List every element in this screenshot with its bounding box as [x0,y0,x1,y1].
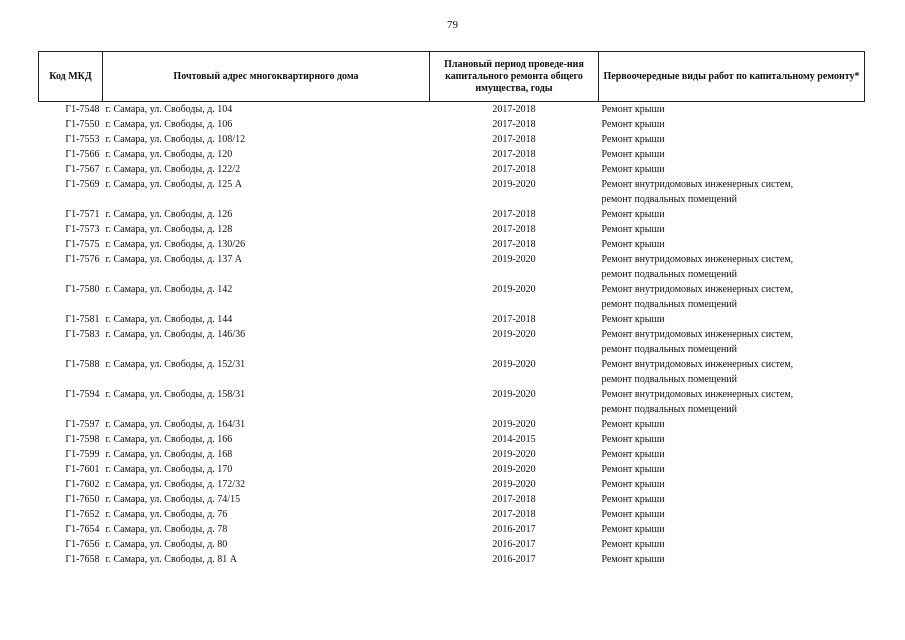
row-address: г. Самара, ул. Свободы, д. 81 А [105,554,238,565]
row-works [599,507,865,522]
row-period: 2019-2020 [492,254,536,265]
table-row [39,132,865,147]
work-item: Ремонт крыши [601,434,665,445]
row-works [599,102,865,118]
row-period: 2017-2018 [492,224,536,235]
row-code: Г1-7599 [65,449,100,460]
row-period: 2017-2018 [492,509,536,520]
row-period: 2016-2017 [492,554,536,565]
row-code: Г1-7602 [65,479,100,490]
row-period: 2019-2020 [492,449,536,460]
work-item: Ремонт крыши [601,479,665,490]
work-item: ремонт подвальных помещений [601,194,737,205]
row-works [599,417,865,432]
row-code: Г1-7597 [65,419,100,430]
row-code: Г1-7601 [65,464,100,475]
row-works [599,327,865,357]
row-address: г. Самара, ул. Свободы, д. 172/32 [105,479,246,490]
header-period: Плановый период проведе-ния капитального ремонта общего имущества, годы [430,52,599,102]
row-address: г. Самара, ул. Свободы, д. 126 [105,209,233,220]
row-address: г. Самара, ул. Свободы, д. 120 [105,149,233,160]
table-header [39,52,865,102]
table-row [39,117,865,132]
row-works [599,207,865,222]
row-address: г. Самара, ул. Свободы, д. 76 [105,509,228,520]
work-item: Ремонт внутридомовых инженерных систем, [601,329,794,340]
table-row [39,552,865,567]
header-code: Код МКД [39,52,103,102]
row-period: 2019-2020 [492,329,536,340]
row-code: Г1-7658 [65,554,100,565]
row-code: Г1-7571 [65,209,100,220]
row-code: Г1-7598 [65,434,100,445]
row-works [599,177,865,207]
row-code: Г1-7650 [65,494,100,505]
row-address: г. Самара, ул. Свободы, д. 170 [105,464,233,475]
work-item: Ремонт крыши [601,449,665,460]
work-item: ремонт подвальных помещений [601,374,737,385]
row-code: Г1-7548 [65,104,100,115]
table-row [39,462,865,477]
row-period: 2017-2018 [492,119,536,130]
row-works [599,162,865,177]
row-works [599,357,865,387]
row-code: Г1-7594 [65,389,100,400]
row-works [599,282,865,312]
row-period: 2017-2018 [492,164,536,175]
row-works [599,147,865,162]
row-address: г. Самара, ул. Свободы, д. 104 [105,104,233,115]
capital-repair-table [38,51,865,567]
work-item: ремонт подвальных помещений [601,404,737,415]
row-address: г. Самара, ул. Свободы, д. 158/31 [105,389,246,400]
table-row [39,432,865,447]
row-address: г. Самара, ул. Свободы, д. 166 [105,434,233,445]
table-row [39,222,865,237]
row-address: г. Самара, ул. Свободы, д. 125 А [105,179,243,190]
row-address: г. Самара, ул. Свободы, д. 122/2 [105,164,241,175]
row-address: г. Самара, ул. Свободы, д. 128 [105,224,233,235]
row-works [599,477,865,492]
work-item: Ремонт внутридомовых инженерных систем, [601,389,794,400]
row-period: 2017-2018 [492,104,536,115]
row-works [599,537,865,552]
row-works [599,447,865,462]
row-period: 2017-2018 [492,494,536,505]
table-row [39,207,865,222]
row-works [599,462,865,477]
row-period: 2016-2017 [492,539,536,550]
table-row [39,327,865,357]
header-address: Почтовый адрес многоквартирного дома [103,52,430,102]
work-item: ремонт подвальных помещений [601,269,737,280]
work-item: Ремонт крыши [601,464,665,475]
row-works [599,387,865,417]
row-period: 2014-2015 [492,434,536,445]
row-code: Г1-7573 [65,224,100,235]
row-address: г. Самара, ул. Свободы, д. 106 [105,119,233,130]
row-code: Г1-7652 [65,509,100,520]
table-row [39,282,865,312]
table-row [39,162,865,177]
row-address: г. Самара, ул. Свободы, д. 78 [105,524,228,535]
work-item: Ремонт крыши [601,104,665,115]
work-item: Ремонт внутридомовых инженерных систем, [601,179,794,190]
header-row [39,52,865,102]
row-code: Г1-7569 [65,179,100,190]
work-item: Ремонт крыши [601,164,665,175]
row-address: г. Самара, ул. Свободы, д. 142 [105,284,233,295]
row-period: 2019-2020 [492,284,536,295]
row-code: Г1-7576 [65,254,100,265]
work-item: Ремонт крыши [601,419,665,430]
row-period: 2019-2020 [492,479,536,490]
row-address: г. Самара, ул. Свободы, д. 168 [105,449,233,460]
row-period: 2017-2018 [492,149,536,160]
row-period: 2017-2018 [492,209,536,220]
row-address: г. Самара, ул. Свободы, д. 137 А [105,254,243,265]
row-address: г. Самара, ул. Свободы, д. 74/15 [105,494,241,505]
row-period: 2019-2020 [492,389,536,400]
work-item: Ремонт крыши [601,239,665,250]
page-number: 79 [447,19,458,31]
row-works [599,237,865,252]
work-item: ремонт подвальных помещений [601,344,737,355]
row-works [599,252,865,282]
row-period: 2019-2020 [492,419,536,430]
table-row [39,102,865,118]
row-address: г. Самара, ул. Свободы, д. 108/12 [105,134,246,145]
table-row [39,177,865,207]
table-row [39,522,865,537]
table-row [39,387,865,417]
row-works [599,552,865,567]
row-period: 2019-2020 [492,179,536,190]
row-address: г. Самара, ул. Свободы, д. 164/31 [105,419,246,430]
row-period: 2017-2018 [492,314,536,325]
work-item: Ремонт крыши [601,224,665,235]
work-item: Ремонт крыши [601,509,665,520]
table-row [39,237,865,252]
row-period: 2019-2020 [492,359,536,370]
table-row [39,417,865,432]
row-code: Г1-7654 [65,524,100,535]
table-row [39,492,865,507]
table-row [39,357,865,387]
work-item: Ремонт внутридомовых инженерных систем, [601,359,794,370]
table-row [39,447,865,462]
row-code: Г1-7566 [65,149,100,160]
row-code: Г1-7581 [65,314,100,325]
row-code: Г1-7553 [65,134,100,145]
work-item: ремонт подвальных помещений [601,299,737,310]
row-code: Г1-7580 [65,284,100,295]
work-item: Ремонт внутридомовых инженерных систем, [601,284,794,295]
row-address: г. Самара, ул. Свободы, д. 146/36 [105,329,246,340]
row-works [599,492,865,507]
row-code: Г1-7575 [65,239,100,250]
row-address: г. Самара, ул. Свободы, д. 144 [105,314,233,325]
row-works [599,522,865,537]
table-row [39,252,865,282]
row-code: Г1-7583 [65,329,100,340]
work-item: Ремонт крыши [601,554,665,565]
table-row [39,147,865,162]
row-address: г. Самара, ул. Свободы, д. 152/31 [105,359,246,370]
table-row [39,537,865,552]
work-item: Ремонт крыши [601,314,665,325]
work-item: Ремонт крыши [601,149,665,160]
row-works [599,312,865,327]
table-row [39,477,865,492]
header-works: Первоочередные виды работ по капитальному ремонту* [599,52,865,102]
row-address: г. Самара, ул. Свободы, д. 80 [105,539,228,550]
row-works [599,432,865,447]
row-period: 2017-2018 [492,134,536,145]
work-item: Ремонт крыши [601,524,665,535]
row-code: Г1-7656 [65,539,100,550]
work-item: Ремонт внутридомовых инженерных систем, [601,254,794,265]
work-item: Ремонт крыши [601,539,665,550]
table-row [39,507,865,522]
row-period: 2017-2018 [492,239,536,250]
work-item: Ремонт крыши [601,134,665,145]
row-code: Г1-7567 [65,164,100,175]
row-works [599,132,865,147]
row-period: 2016-2017 [492,524,536,535]
row-code: Г1-7588 [65,359,100,370]
table-row [39,312,865,327]
work-item: Ремонт крыши [601,494,665,505]
row-code: Г1-7550 [65,119,100,130]
row-works [599,117,865,132]
work-item: Ремонт крыши [601,119,665,130]
work-item: Ремонт крыши [601,209,665,220]
row-works [599,222,865,237]
row-period: 2019-2020 [492,464,536,475]
table-body [39,102,865,568]
row-address: г. Самара, ул. Свободы, д. 130/26 [105,239,246,250]
